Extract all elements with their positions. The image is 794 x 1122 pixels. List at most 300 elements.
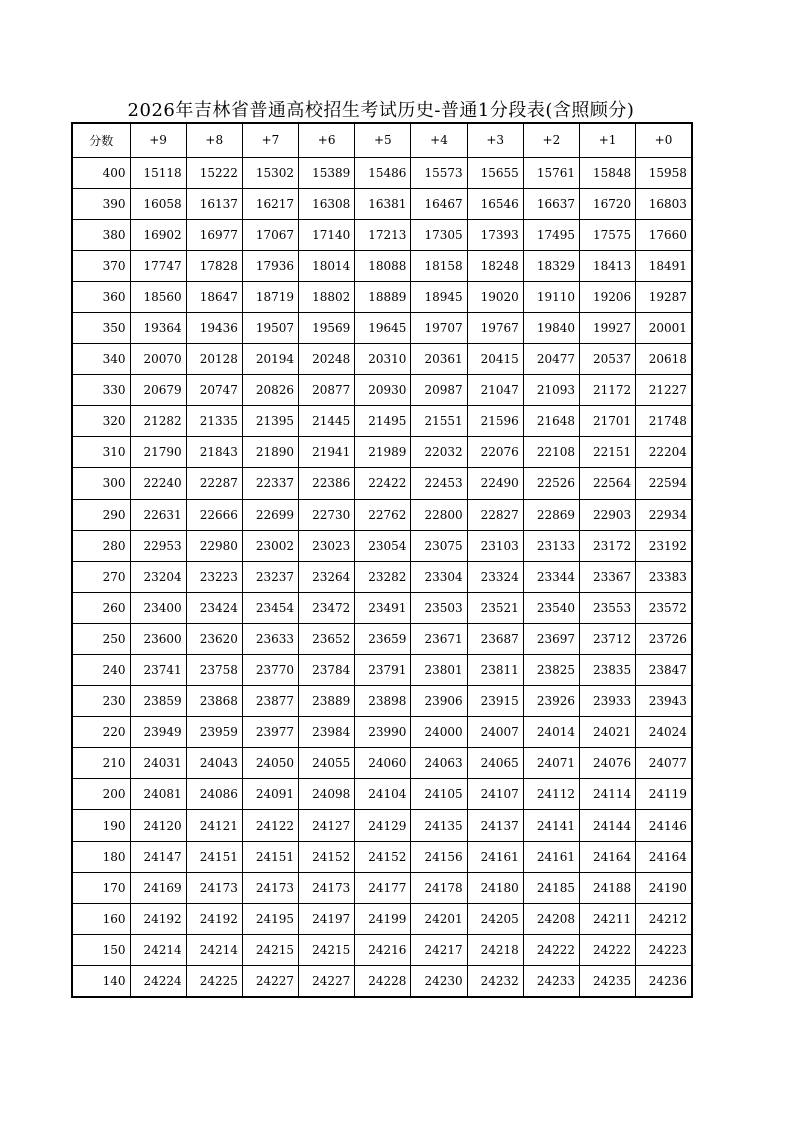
cumulative-count-cell: 24112 <box>523 779 579 810</box>
cumulative-count-cell: 16467 <box>411 188 467 219</box>
cumulative-count-cell: 20537 <box>580 344 636 375</box>
cumulative-count-cell: 24225 <box>186 965 242 996</box>
cumulative-count-cell: 23943 <box>636 686 692 717</box>
cumulative-count-cell: 22240 <box>130 468 186 499</box>
cumulative-count-cell: 23367 <box>580 561 636 592</box>
cumulative-count-cell: 21395 <box>242 406 298 437</box>
cumulative-count-cell: 17660 <box>636 219 692 250</box>
cumulative-count-cell: 24236 <box>636 965 692 996</box>
cumulative-count-cell: 21551 <box>411 406 467 437</box>
cumulative-count-cell: 23770 <box>242 655 298 686</box>
cumulative-count-cell: 18329 <box>523 250 579 281</box>
table-row <box>72 250 692 281</box>
cumulative-count-cell: 24007 <box>467 717 523 748</box>
score-cell: 360 <box>72 281 130 312</box>
cumulative-count-cell: 23454 <box>242 592 298 623</box>
header-plus-6: +6 <box>299 123 355 157</box>
cumulative-count-cell: 17305 <box>411 219 467 250</box>
cumulative-count-cell: 16902 <box>130 219 186 250</box>
cumulative-count-cell: 16058 <box>130 188 186 219</box>
cumulative-count-cell: 23572 <box>636 592 692 623</box>
cumulative-count-cell: 24208 <box>523 903 579 934</box>
cumulative-count-cell: 24215 <box>242 934 298 965</box>
cumulative-count-cell: 24177 <box>355 872 411 903</box>
cumulative-count-cell: 23859 <box>130 686 186 717</box>
table-row <box>72 437 692 468</box>
cumulative-count-cell: 24197 <box>299 903 355 934</box>
cumulative-count-cell: 23977 <box>242 717 298 748</box>
cumulative-count-cell: 15655 <box>467 157 523 188</box>
cumulative-count-cell: 19645 <box>355 312 411 343</box>
cumulative-count-cell: 24141 <box>523 810 579 841</box>
cumulative-count-cell: 15761 <box>523 157 579 188</box>
cumulative-count-cell: 18158 <box>411 250 467 281</box>
cumulative-count-cell: 24152 <box>299 841 355 872</box>
cumulative-count-cell: 15486 <box>355 157 411 188</box>
cumulative-count-cell: 24024 <box>636 717 692 748</box>
cumulative-count-cell: 16803 <box>636 188 692 219</box>
cumulative-count-cell: 23192 <box>636 530 692 561</box>
header-plus-5: +5 <box>355 123 411 157</box>
cumulative-count-cell: 22730 <box>299 499 355 530</box>
score-cell: 170 <box>72 872 130 903</box>
cumulative-count-cell: 23906 <box>411 686 467 717</box>
cumulative-count-cell: 21596 <box>467 406 523 437</box>
cumulative-count-cell: 24173 <box>242 872 298 903</box>
cumulative-count-cell: 23835 <box>580 655 636 686</box>
cumulative-count-cell: 17575 <box>580 219 636 250</box>
score-cell: 260 <box>72 592 130 623</box>
table-row <box>72 810 692 841</box>
cumulative-count-cell: 24077 <box>636 748 692 779</box>
cumulative-count-cell: 24222 <box>580 934 636 965</box>
cumulative-count-cell: 21701 <box>580 406 636 437</box>
score-cell: 340 <box>72 344 130 375</box>
cumulative-count-cell: 23671 <box>411 623 467 654</box>
header-plus-9: +9 <box>130 123 186 157</box>
cumulative-count-cell: 24031 <box>130 748 186 779</box>
score-cell: 290 <box>72 499 130 530</box>
cumulative-count-cell: 24223 <box>636 934 692 965</box>
cumulative-count-cell: 22934 <box>636 499 692 530</box>
cumulative-count-cell: 24212 <box>636 903 692 934</box>
header-score: 分数 <box>72 123 130 157</box>
cumulative-count-cell: 23503 <box>411 592 467 623</box>
cumulative-count-cell: 24201 <box>411 903 467 934</box>
table-row <box>72 312 692 343</box>
cumulative-count-cell: 23990 <box>355 717 411 748</box>
cumulative-count-cell: 22762 <box>355 499 411 530</box>
cumulative-count-cell: 24233 <box>523 965 579 996</box>
table-row <box>72 561 692 592</box>
table-row <box>72 872 692 903</box>
table-row <box>72 344 692 375</box>
cumulative-count-cell: 17495 <box>523 219 579 250</box>
cumulative-count-cell: 23204 <box>130 561 186 592</box>
cumulative-count-cell: 20679 <box>130 375 186 406</box>
cumulative-count-cell: 23741 <box>130 655 186 686</box>
cumulative-count-cell: 20194 <box>242 344 298 375</box>
cumulative-count-cell: 18945 <box>411 281 467 312</box>
score-cell: 390 <box>72 188 130 219</box>
cumulative-count-cell: 24217 <box>411 934 467 965</box>
cumulative-count-cell: 23949 <box>130 717 186 748</box>
cumulative-count-cell: 24071 <box>523 748 579 779</box>
cumulative-count-cell: 24104 <box>355 779 411 810</box>
cumulative-count-cell: 24151 <box>186 841 242 872</box>
cumulative-count-cell: 23023 <box>299 530 355 561</box>
cumulative-count-cell: 21172 <box>580 375 636 406</box>
cumulative-count-cell: 24114 <box>580 779 636 810</box>
cumulative-count-cell: 23491 <box>355 592 411 623</box>
cumulative-count-cell: 23652 <box>299 623 355 654</box>
cumulative-count-cell: 23633 <box>242 623 298 654</box>
table-row <box>72 406 692 437</box>
cumulative-count-cell: 24227 <box>299 965 355 996</box>
cumulative-count-cell: 23687 <box>467 623 523 654</box>
cumulative-count-cell: 24178 <box>411 872 467 903</box>
cumulative-count-cell: 23712 <box>580 623 636 654</box>
cumulative-count-cell: 21748 <box>636 406 692 437</box>
cumulative-count-cell: 17393 <box>467 219 523 250</box>
cumulative-count-cell: 24152 <box>355 841 411 872</box>
table-row <box>72 281 692 312</box>
header-plus-2: +2 <box>523 123 579 157</box>
cumulative-count-cell: 24076 <box>580 748 636 779</box>
cumulative-count-cell: 23868 <box>186 686 242 717</box>
table-row <box>72 717 692 748</box>
cumulative-count-cell: 16217 <box>242 188 298 219</box>
score-cell: 200 <box>72 779 130 810</box>
score-cell: 220 <box>72 717 130 748</box>
cumulative-count-cell: 17140 <box>299 219 355 250</box>
cumulative-count-cell: 24211 <box>580 903 636 934</box>
cumulative-count-cell: 24091 <box>242 779 298 810</box>
score-cell: 400 <box>72 157 130 188</box>
cumulative-count-cell: 20747 <box>186 375 242 406</box>
score-cell: 250 <box>72 623 130 654</box>
cumulative-count-cell: 19364 <box>130 312 186 343</box>
cumulative-count-cell: 19840 <box>523 312 579 343</box>
cumulative-count-cell: 23915 <box>467 686 523 717</box>
score-cell: 370 <box>72 250 130 281</box>
cumulative-count-cell: 23304 <box>411 561 467 592</box>
cumulative-count-cell: 19436 <box>186 312 242 343</box>
score-cell: 230 <box>72 686 130 717</box>
cumulative-count-cell: 22076 <box>467 437 523 468</box>
cumulative-count-cell: 24021 <box>580 717 636 748</box>
cumulative-count-cell: 20361 <box>411 344 467 375</box>
cumulative-count-cell: 24060 <box>355 748 411 779</box>
score-cell: 350 <box>72 312 130 343</box>
header-plus-0: +0 <box>636 123 692 157</box>
cumulative-count-cell: 20070 <box>130 344 186 375</box>
cumulative-count-cell: 23237 <box>242 561 298 592</box>
cumulative-count-cell: 17828 <box>186 250 242 281</box>
cumulative-count-cell: 24180 <box>467 872 523 903</box>
table-row <box>72 219 692 250</box>
cumulative-count-cell: 24169 <box>130 872 186 903</box>
cumulative-count-cell: 23103 <box>467 530 523 561</box>
cumulative-count-cell: 24222 <box>523 934 579 965</box>
score-cell: 380 <box>72 219 130 250</box>
cumulative-count-cell: 21093 <box>523 375 579 406</box>
cumulative-count-cell: 23282 <box>355 561 411 592</box>
score-cell: 270 <box>72 561 130 592</box>
cumulative-count-cell: 18014 <box>299 250 355 281</box>
header-plus-7: +7 <box>242 123 298 157</box>
cumulative-count-cell: 22490 <box>467 468 523 499</box>
cumulative-count-cell: 23726 <box>636 623 692 654</box>
table-row <box>72 934 692 965</box>
table-row <box>72 903 692 934</box>
cumulative-count-cell: 22526 <box>523 468 579 499</box>
cumulative-count-cell: 24215 <box>299 934 355 965</box>
cumulative-count-cell: 23540 <box>523 592 579 623</box>
cumulative-count-cell: 19927 <box>580 312 636 343</box>
cumulative-count-cell: 21495 <box>355 406 411 437</box>
cumulative-count-cell: 24195 <box>242 903 298 934</box>
cumulative-count-cell: 24000 <box>411 717 467 748</box>
cumulative-count-cell: 22422 <box>355 468 411 499</box>
cumulative-count-cell: 24192 <box>186 903 242 934</box>
header-plus-3: +3 <box>467 123 523 157</box>
cumulative-count-cell: 23659 <box>355 623 411 654</box>
cumulative-count-cell: 20930 <box>355 375 411 406</box>
cumulative-count-cell: 16546 <box>467 188 523 219</box>
cumulative-count-cell: 24147 <box>130 841 186 872</box>
cumulative-count-cell: 21227 <box>636 375 692 406</box>
cumulative-count-cell: 22631 <box>130 499 186 530</box>
cumulative-count-cell: 23324 <box>467 561 523 592</box>
cumulative-count-cell: 15573 <box>411 157 467 188</box>
cumulative-count-cell: 18647 <box>186 281 242 312</box>
cumulative-count-cell: 18413 <box>580 250 636 281</box>
cumulative-count-cell: 22151 <box>580 437 636 468</box>
score-cell: 240 <box>72 655 130 686</box>
score-cell: 330 <box>72 375 130 406</box>
cumulative-count-cell: 24192 <box>130 903 186 934</box>
table-row <box>72 468 692 499</box>
cumulative-count-cell: 24127 <box>299 810 355 841</box>
cumulative-count-cell: 24161 <box>523 841 579 872</box>
cumulative-count-cell: 18491 <box>636 250 692 281</box>
cumulative-count-cell: 17067 <box>242 219 298 250</box>
cumulative-count-cell: 23002 <box>242 530 298 561</box>
cumulative-count-cell: 24173 <box>186 872 242 903</box>
cumulative-count-cell: 23223 <box>186 561 242 592</box>
cumulative-count-cell: 20415 <box>467 344 523 375</box>
cumulative-count-cell: 22386 <box>299 468 355 499</box>
table-row <box>72 655 692 686</box>
cumulative-count-cell: 21890 <box>242 437 298 468</box>
cumulative-count-cell: 22337 <box>242 468 298 499</box>
header-row <box>72 123 692 157</box>
cumulative-count-cell: 24164 <box>580 841 636 872</box>
score-cell: 320 <box>72 406 130 437</box>
score-distribution-table <box>71 122 693 998</box>
cumulative-count-cell: 17213 <box>355 219 411 250</box>
cumulative-count-cell: 22903 <box>580 499 636 530</box>
header-plus-4: +4 <box>411 123 467 157</box>
cumulative-count-cell: 17747 <box>130 250 186 281</box>
cumulative-count-cell: 21047 <box>467 375 523 406</box>
cumulative-count-cell: 24230 <box>411 965 467 996</box>
cumulative-count-cell: 22564 <box>580 468 636 499</box>
cumulative-count-cell: 21648 <box>523 406 579 437</box>
cumulative-count-cell: 19767 <box>467 312 523 343</box>
cumulative-count-cell: 23825 <box>523 655 579 686</box>
cumulative-count-cell: 24065 <box>467 748 523 779</box>
table-row <box>72 157 692 188</box>
cumulative-count-cell: 23877 <box>242 686 298 717</box>
cumulative-count-cell: 20128 <box>186 344 242 375</box>
cumulative-count-cell: 24137 <box>467 810 523 841</box>
cumulative-count-cell: 15848 <box>580 157 636 188</box>
cumulative-count-cell: 23791 <box>355 655 411 686</box>
cumulative-count-cell: 19110 <box>523 281 579 312</box>
cumulative-count-cell: 22869 <box>523 499 579 530</box>
cumulative-count-cell: 23600 <box>130 623 186 654</box>
cumulative-count-cell: 24063 <box>411 748 467 779</box>
cumulative-count-cell: 23889 <box>299 686 355 717</box>
cumulative-count-cell: 21989 <box>355 437 411 468</box>
cumulative-count-cell: 18088 <box>355 250 411 281</box>
score-cell: 150 <box>72 934 130 965</box>
cumulative-count-cell: 24224 <box>130 965 186 996</box>
cumulative-count-cell: 24107 <box>467 779 523 810</box>
cumulative-count-cell: 20618 <box>636 344 692 375</box>
cumulative-count-cell: 24122 <box>242 810 298 841</box>
cumulative-count-cell: 23758 <box>186 655 242 686</box>
cumulative-count-cell: 21790 <box>130 437 186 468</box>
cumulative-count-cell: 22980 <box>186 530 242 561</box>
cumulative-count-cell: 23133 <box>523 530 579 561</box>
cumulative-count-cell: 24199 <box>355 903 411 934</box>
score-cell: 300 <box>72 468 130 499</box>
cumulative-count-cell: 23984 <box>299 717 355 748</box>
cumulative-count-cell: 24205 <box>467 903 523 934</box>
cumulative-count-cell: 24161 <box>467 841 523 872</box>
cumulative-count-cell: 16137 <box>186 188 242 219</box>
cumulative-count-cell: 23172 <box>580 530 636 561</box>
cumulative-count-cell: 24129 <box>355 810 411 841</box>
cumulative-count-cell: 23400 <box>130 592 186 623</box>
cumulative-count-cell: 22287 <box>186 468 242 499</box>
cumulative-count-cell: 20877 <box>299 375 355 406</box>
cumulative-count-cell: 19569 <box>299 312 355 343</box>
cumulative-count-cell: 24050 <box>242 748 298 779</box>
cumulative-count-cell: 21445 <box>299 406 355 437</box>
score-cell: 140 <box>72 965 130 996</box>
cumulative-count-cell: 15389 <box>299 157 355 188</box>
cumulative-count-cell: 19287 <box>636 281 692 312</box>
cumulative-count-cell: 21941 <box>299 437 355 468</box>
cumulative-count-cell: 22953 <box>130 530 186 561</box>
cumulative-count-cell: 16381 <box>355 188 411 219</box>
cumulative-count-cell: 20001 <box>636 312 692 343</box>
cumulative-count-cell: 20477 <box>523 344 579 375</box>
table-row <box>72 841 692 872</box>
cumulative-count-cell: 15222 <box>186 157 242 188</box>
cumulative-count-cell: 23383 <box>636 561 692 592</box>
score-cell: 180 <box>72 841 130 872</box>
cumulative-count-cell: 17936 <box>242 250 298 281</box>
cumulative-count-cell: 24235 <box>580 965 636 996</box>
table-row <box>72 748 692 779</box>
cumulative-count-cell: 15958 <box>636 157 692 188</box>
score-cell: 280 <box>72 530 130 561</box>
cumulative-count-cell: 18248 <box>467 250 523 281</box>
cumulative-count-cell: 21843 <box>186 437 242 468</box>
table-row <box>72 530 692 561</box>
cumulative-count-cell: 24098 <box>299 779 355 810</box>
cumulative-count-cell: 20248 <box>299 344 355 375</box>
cumulative-count-cell: 16977 <box>186 219 242 250</box>
cumulative-count-cell: 23521 <box>467 592 523 623</box>
cumulative-count-cell: 18719 <box>242 281 298 312</box>
cumulative-count-cell: 24014 <box>523 717 579 748</box>
table-row <box>72 623 692 654</box>
cumulative-count-cell: 24086 <box>186 779 242 810</box>
score-cell: 210 <box>72 748 130 779</box>
table-header <box>72 123 692 157</box>
header-plus-1: +1 <box>580 123 636 157</box>
cumulative-count-cell: 23054 <box>355 530 411 561</box>
cumulative-count-cell: 22108 <box>523 437 579 468</box>
cumulative-count-cell: 24214 <box>186 934 242 965</box>
cumulative-count-cell: 24216 <box>355 934 411 965</box>
cumulative-count-cell: 24228 <box>355 965 411 996</box>
cumulative-count-cell: 23847 <box>636 655 692 686</box>
cumulative-count-cell: 22453 <box>411 468 467 499</box>
cumulative-count-cell: 21335 <box>186 406 242 437</box>
cumulative-count-cell: 23264 <box>299 561 355 592</box>
table-row <box>72 375 692 406</box>
cumulative-count-cell: 18560 <box>130 281 186 312</box>
cumulative-count-cell: 23553 <box>580 592 636 623</box>
table-row <box>72 779 692 810</box>
cumulative-count-cell: 24135 <box>411 810 467 841</box>
cumulative-count-cell: 23811 <box>467 655 523 686</box>
cumulative-count-cell: 22800 <box>411 499 467 530</box>
cumulative-count-cell: 22699 <box>242 499 298 530</box>
cumulative-count-cell: 19507 <box>242 312 298 343</box>
cumulative-count-cell: 18802 <box>299 281 355 312</box>
table-body <box>72 157 692 997</box>
table-row <box>72 188 692 219</box>
cumulative-count-cell: 22827 <box>467 499 523 530</box>
cumulative-count-cell: 23801 <box>411 655 467 686</box>
cumulative-count-cell: 16720 <box>580 188 636 219</box>
cumulative-count-cell: 24188 <box>580 872 636 903</box>
cumulative-count-cell: 24043 <box>186 748 242 779</box>
cumulative-count-cell: 23898 <box>355 686 411 717</box>
cumulative-count-cell: 15302 <box>242 157 298 188</box>
cumulative-count-cell: 19707 <box>411 312 467 343</box>
cumulative-count-cell: 19206 <box>580 281 636 312</box>
table-row <box>72 965 692 996</box>
cumulative-count-cell: 22204 <box>636 437 692 468</box>
cumulative-count-cell: 22666 <box>186 499 242 530</box>
cumulative-count-cell: 24190 <box>636 872 692 903</box>
cumulative-count-cell: 24055 <box>299 748 355 779</box>
score-cell: 190 <box>72 810 130 841</box>
cumulative-count-cell: 24164 <box>636 841 692 872</box>
cumulative-count-cell: 23926 <box>523 686 579 717</box>
cumulative-count-cell: 20310 <box>355 344 411 375</box>
cumulative-count-cell: 24121 <box>186 810 242 841</box>
